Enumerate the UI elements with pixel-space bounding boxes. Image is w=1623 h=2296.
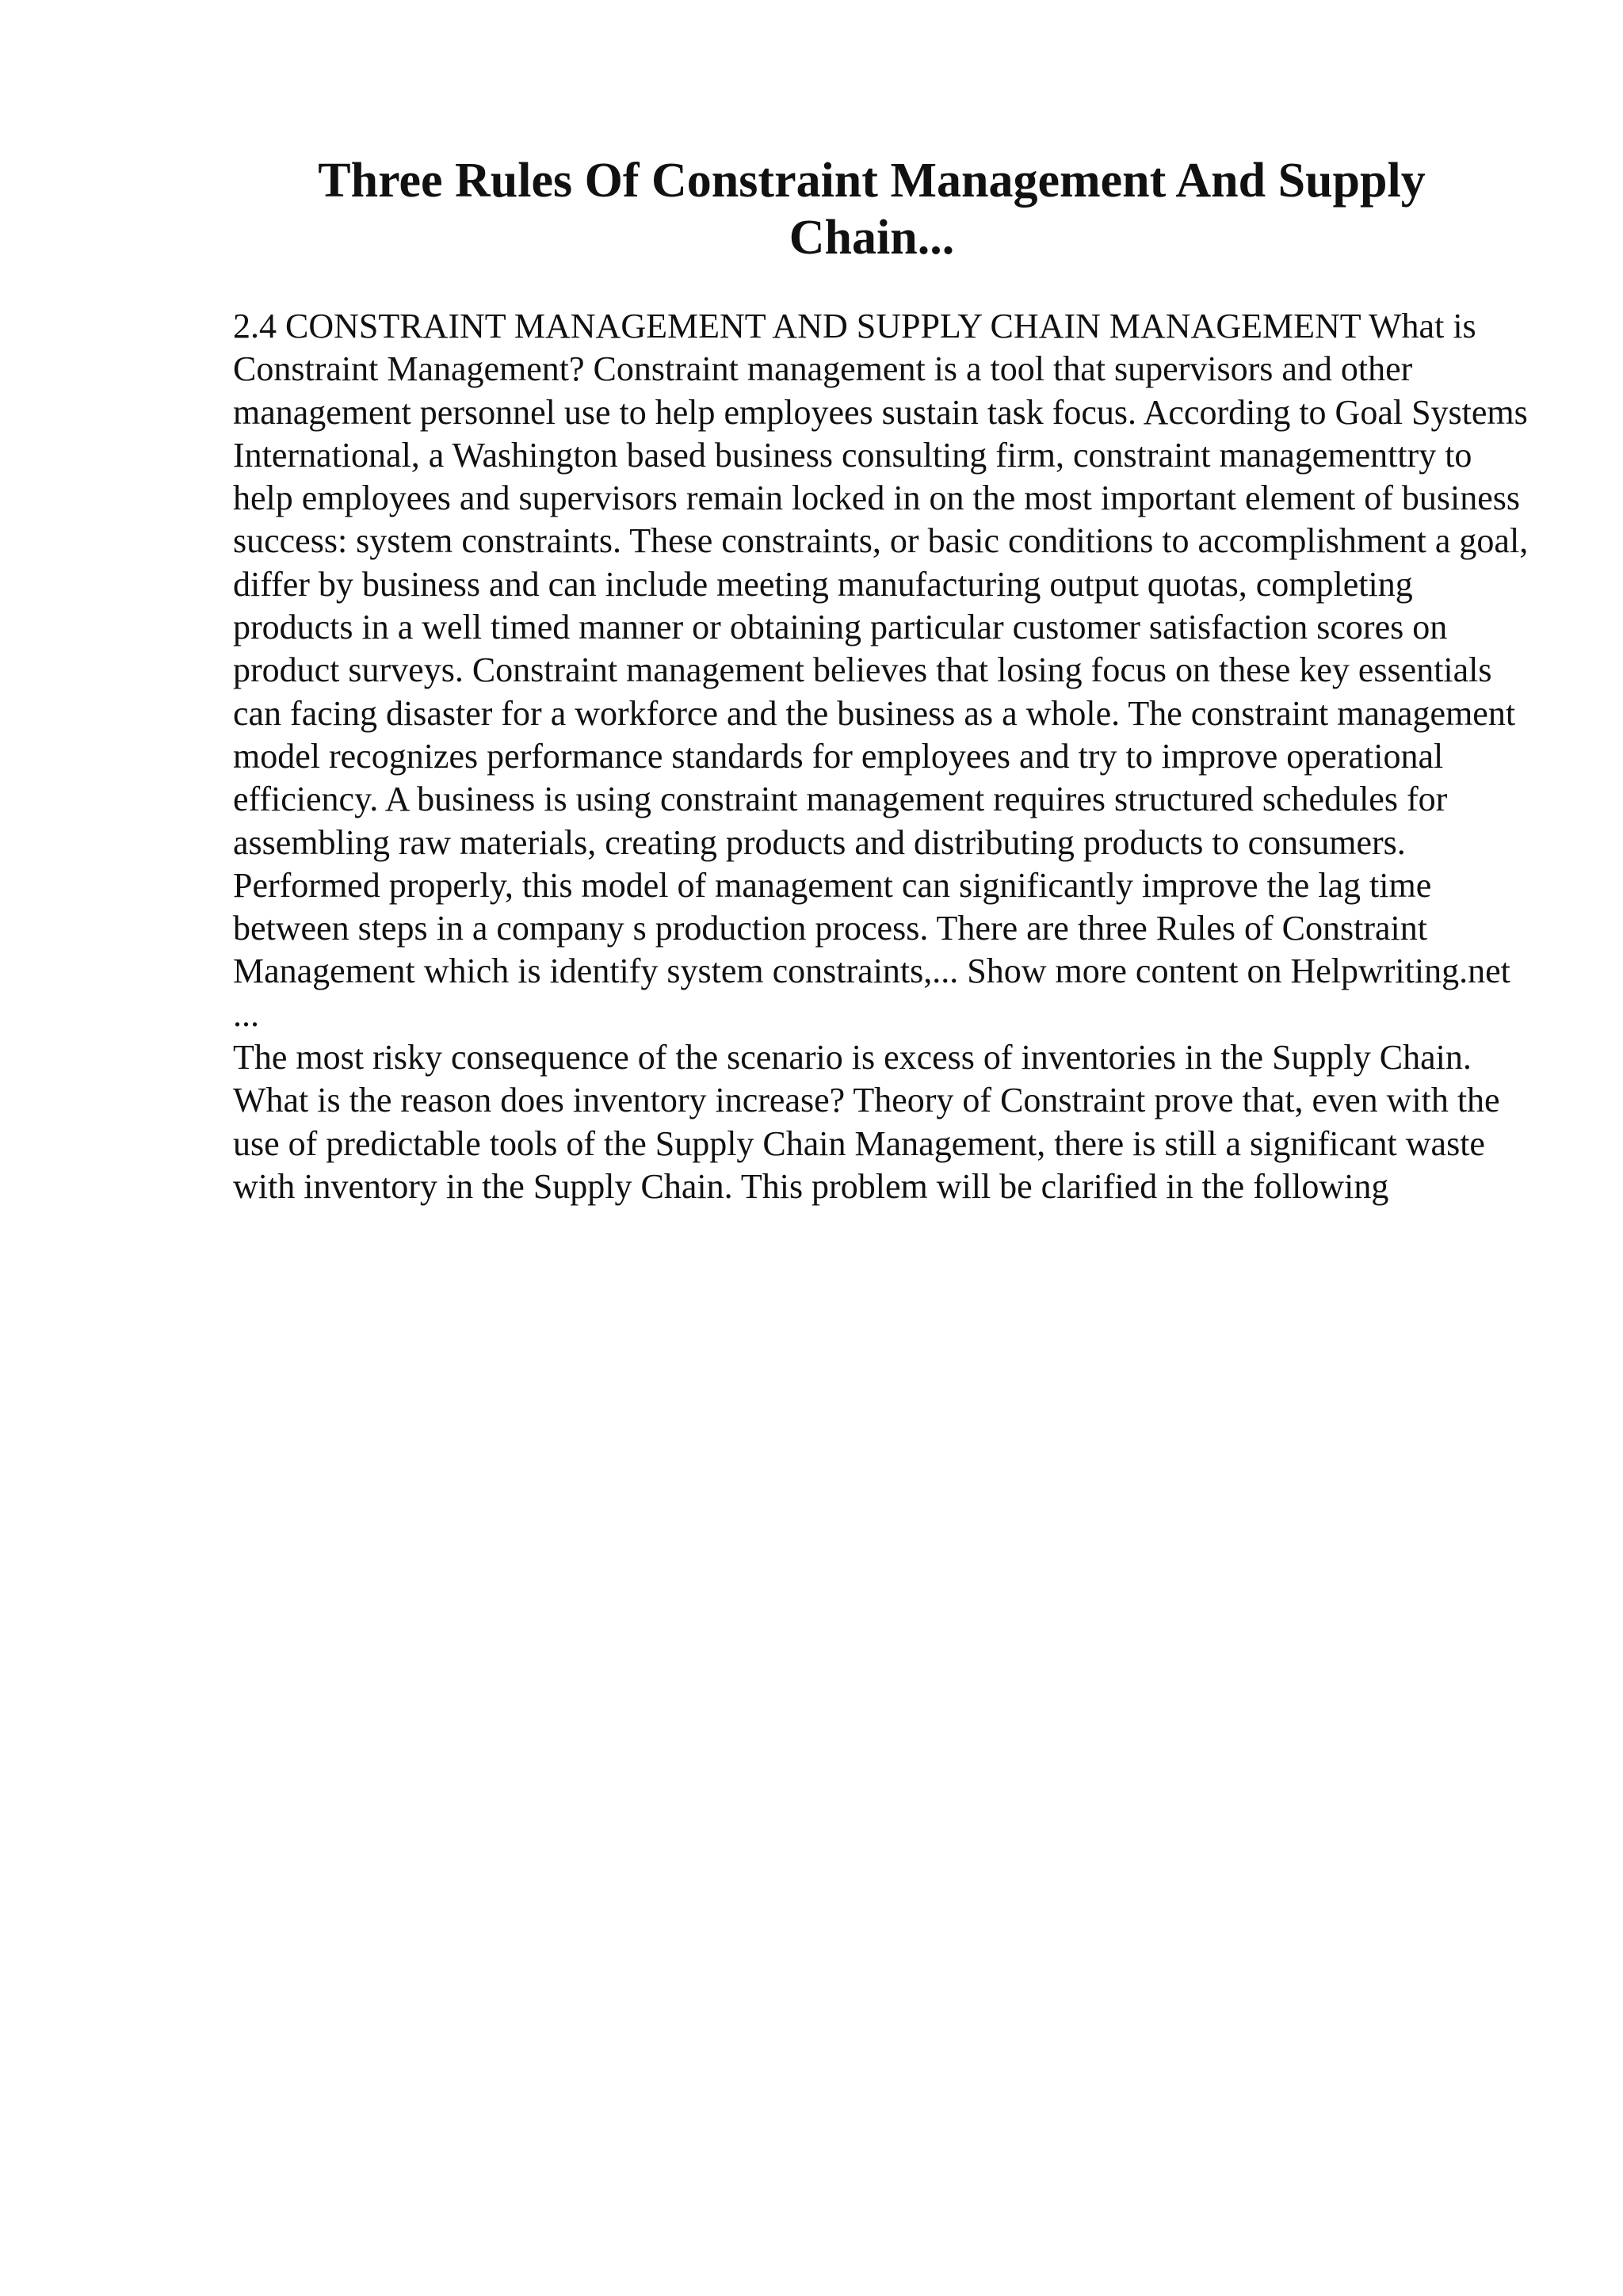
paragraph-constraint-management: 2.4 CONSTRAINT MANAGEMENT AND SUPPLY CHAIN MANAGEMENT What is Constraint Management? Constraint management is a tool that supervisors and other management personnel use to help employees sustain task focus. According to Goal Systems International, a Washington based business consulting firm, constraint managementtry to help employees and supervisors remain locked in on the most important element of business success: system constraints. These constraints, or basic conditions to accomplishment a goal, differ by business and can include meeting manufacturing output quotas, completing products in a well timed manner or obtaining particular customer satisfaction scores on product surveys. Constraint management believes that losing focus on these key essentials can facing disaster for a workforce and the business as a whole. The constraint management model recognizes performance standards for employees and try to improve operational efficiency. A business is using constraint management requires structured schedules for assembling raw materials, creating products and distributing products to consumers. Performed properly, this model of management can significantly improve the lag time between steps in a company s production process. There are three Rules of Constraint Management which is identify system constraints,... Show more content on Helpwriting.net ... bbox=[233, 307, 1529, 1034]
paragraph-inventory-risk: The most risky consequence of the scenario is excess of inventories in the Supply Chain. What is the reason does inventory increase? Theory of Constraint prove that, even with the use of predictable tools of the Supply Chain Management, there is still a significant waste with inventory in the Supply Chain. This problem will be clarified in the following bbox=[233, 1038, 1500, 1206]
document-body bbox=[233, 305, 1533, 1208]
document-title: Three Rules Of Constraint Management And Supply Chain... bbox=[318, 154, 1426, 265]
